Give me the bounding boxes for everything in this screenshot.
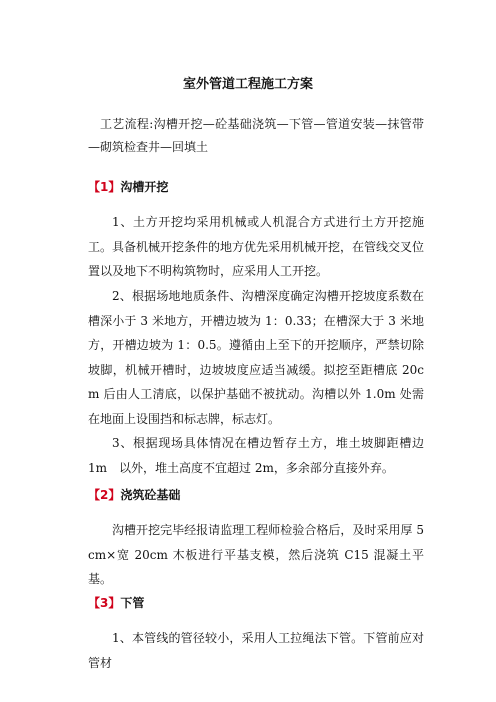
- section-heading-concrete-foundation: [88, 487, 180, 503]
- section-number: 【3】: [88, 596, 121, 610]
- paragraph-pipe-lowering: 1、本管线的管径较小，采用人工拉绳法下管。下管前应对管材: [88, 631, 424, 670]
- document-title: 室外管道工程施工方案: [182, 77, 313, 92]
- process-flow-paragraph: 工艺流程:沟槽开挖—砼基础浇筑—下管—管道安装—抹管带—砌筑检查井—回填土: [88, 117, 424, 154]
- section-number: 【2】: [88, 488, 121, 502]
- section-heading-pipe-lowering: [88, 595, 144, 611]
- paragraph-slope-coefficient: 2、根据场地地质条件、沟槽深度确定沟槽开挖坡度系数在槽深小于 3 米地方，开槽边坡为 1：0.33；在槽深大于 3 米地方，开槽边坡为 1：0.5。遵循由上至下的开挖顺序，严禁切除坡脚，机械开槽时，边坡坡度应适当减缓。拟挖至距槽底 20cm 后由人工清底，以保护基础不被扰动。沟槽以外 1.0m 处需在地面上设围挡和标志牌，标志灯。: [88, 289, 424, 426]
- paragraph-foundation-pour: 沟槽开挖完毕经报请监理工程师检验合格后，及时采用厚 5cm×宽 20cm 木板进行平基支模，然后浇筑 C15 混凝土平基。: [88, 523, 424, 587]
- section-title: 沟槽开挖: [120, 180, 169, 194]
- paragraph-soil-storage: 3、根据现场具体情况在槽边暂存土方，堆土坡脚距槽边 1m 以外，堆土高度不宜超过 2m，多余部分直接外弃。: [88, 436, 437, 475]
- paragraph-excavation-method: 1、土方开挖均采用机械或人机混合方式进行土方开挖施工。具备机械开挖条件的地方优先采用机械开挖，在管线交叉位置以及地下不明构筑物时，应采用人工开挖。: [88, 215, 425, 279]
- section-title: 下管: [120, 596, 145, 610]
- section-number: 【1】: [88, 180, 121, 194]
- section-title: 浇筑砼基础: [120, 488, 181, 502]
- section-heading-trench-excavation: [88, 179, 168, 195]
